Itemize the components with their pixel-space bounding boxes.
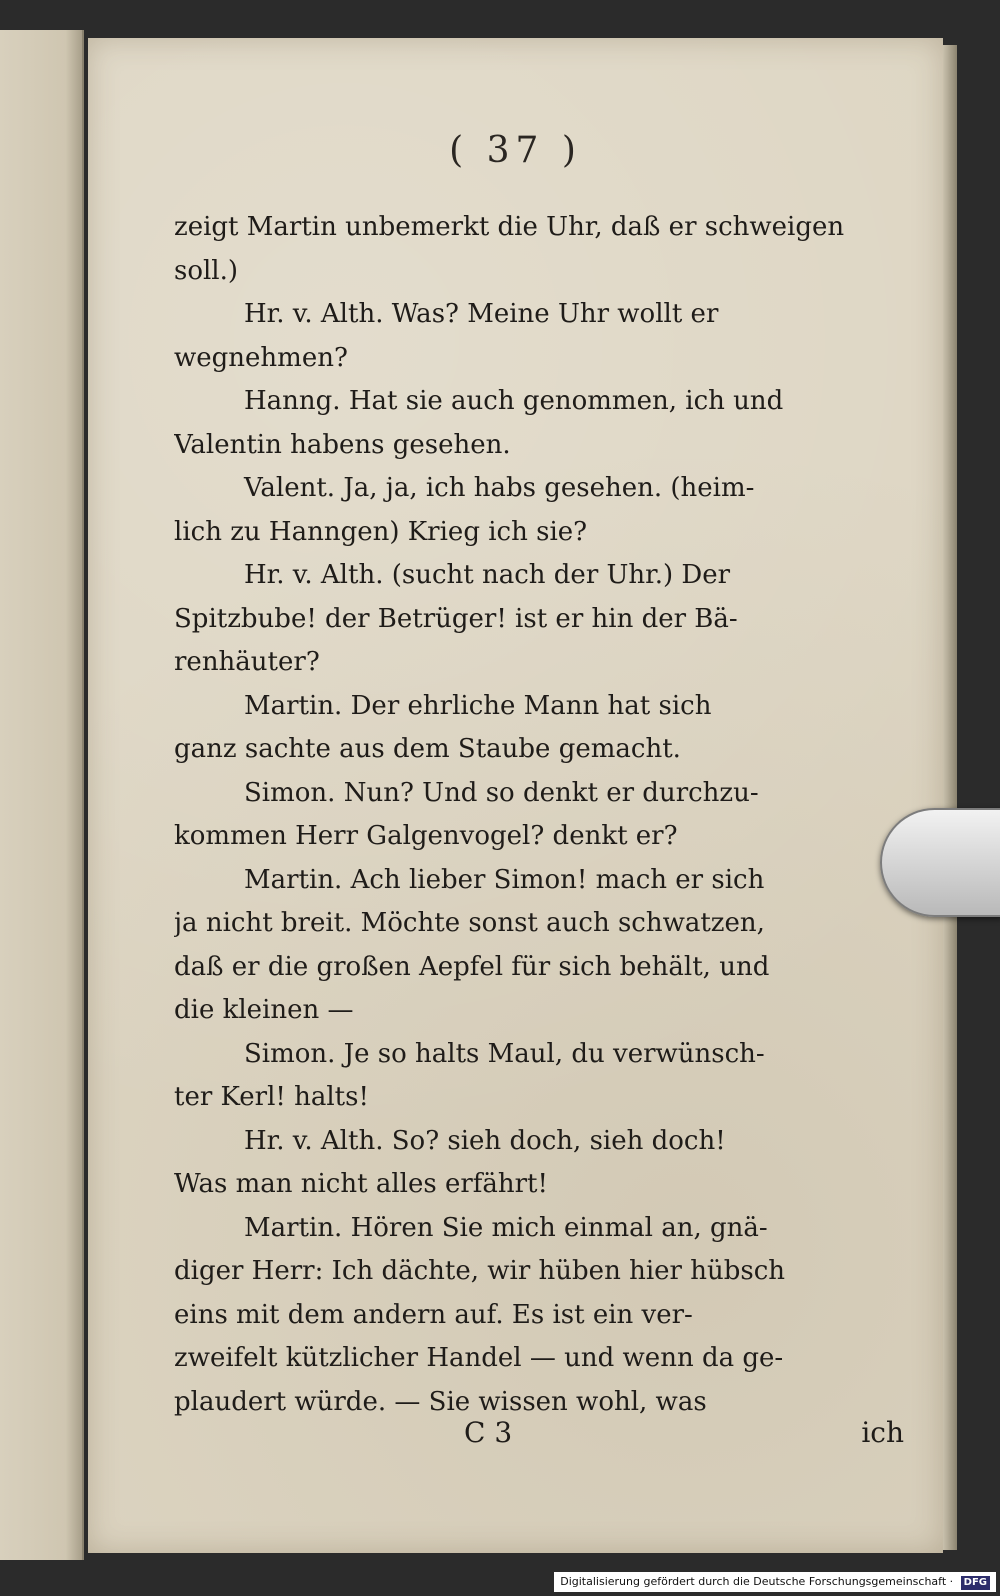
page-text — [174, 206, 904, 1424]
text-line: Spitzbube! der Betrüger! ist er hin der Bä- — [174, 603, 738, 634]
text-line: Was man nicht alles erfährt! — [174, 1169, 548, 1199]
text-line: ter Kerl! halts! — [174, 1082, 369, 1112]
page-fore-edge — [943, 45, 957, 1550]
text-line: ja nicht breit. Möchte sonst auch schwatzen, — [174, 908, 765, 938]
text-line: daß er die großen Aepfel für sich behält, und — [174, 951, 770, 982]
text-line: ganz sachte aus dem Staube gemacht. — [174, 734, 681, 764]
text-line: Hr. v. Alth. Was? Meine Uhr wollt er — [244, 299, 719, 329]
text-line: kommen Herr Galgenvogel? denkt er? — [174, 821, 678, 851]
text-line: diger Herr: Ich dächte, wir hüben hier hübsch — [174, 1256, 785, 1286]
catchline — [174, 1416, 904, 1456]
catchword: ich — [861, 1416, 904, 1449]
text-line: Hr. v. Alth. So? sieh doch, sieh doch! — [244, 1125, 726, 1156]
page-clip — [880, 808, 1000, 917]
book-page — [88, 38, 943, 1553]
signature-mark: C 3 — [464, 1416, 513, 1449]
text-line: renhäuter? — [174, 647, 320, 677]
dfg-logo: DFG — [961, 1576, 990, 1590]
text-line: Martin. Ach lieber Simon! mach er sich — [244, 864, 765, 895]
text-line: Valent. Ja, ja, ich habs gesehen. (heim- — [244, 473, 755, 503]
text-line: wegnehmen? — [174, 342, 348, 373]
text-line: Valentin habens gesehen. — [174, 429, 511, 460]
text-line: Hanng. Hat sie auch genommen, ich und — [244, 386, 784, 416]
text-line: Simon. Je so halts Maul, du verwünsch- — [244, 1038, 765, 1069]
text-line: Hr. v. Alth. (sucht nach der Uhr.) Der — [244, 560, 731, 590]
facing-page-edge — [0, 30, 84, 1560]
credit-text: Digitalisierung gefördert durch die Deutsche Forschungsgemeinschaft · — [560, 1575, 954, 1588]
text-line: zweifelt kützlicher Handel — und wenn da ge- — [174, 1343, 784, 1373]
text-line: lich zu Hanngen) Krieg ich sie? — [174, 516, 588, 547]
text-line: Martin. Der ehrliche Mann hat sich — [244, 690, 712, 721]
text-line: Martin. Hören Sie mich einmal an, gnä- — [244, 1212, 768, 1243]
text-line: die kleinen — — [174, 995, 354, 1025]
text-line: soll.) — [174, 255, 239, 286]
digitization-credit — [554, 1572, 996, 1592]
text-line: eins mit dem andern auf. Es ist ein ver- — [174, 1299, 693, 1330]
text-line: Simon. Nun? Und so denkt er durchzu- — [244, 777, 759, 808]
page-number-header: ( 37 ) — [449, 130, 582, 171]
text-line: plaudert würde. — Sie wissen wohl, was — [174, 1386, 707, 1417]
text-line: zeigt Martin unbemerkt die Uhr, daß er schweigen — [174, 212, 845, 242]
